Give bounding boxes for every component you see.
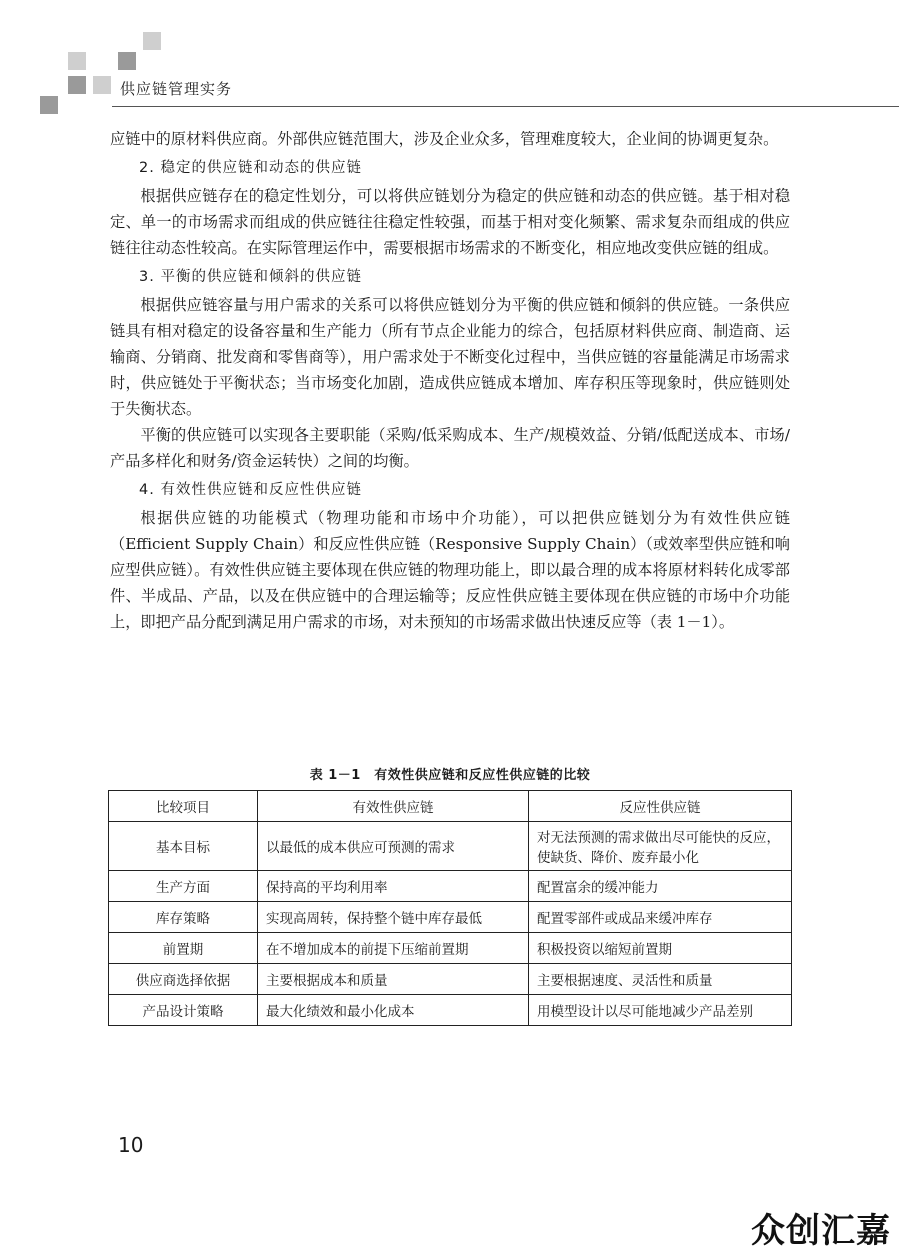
table-cell: 前置期 [109, 933, 258, 964]
table-cell: 供应商选择依据 [109, 964, 258, 995]
table-cell: 保持高的平均利用率 [258, 871, 529, 902]
section-heading: 4. 有效性供应链和反应性供应链 [139, 482, 362, 498]
table-cell: 主要根据成本和质量 [258, 964, 529, 995]
table-row [109, 871, 792, 902]
table-cell: 生产方面 [109, 871, 258, 902]
table-caption: 表 1－1 有效性供应链和反应性供应链的比较 [309, 768, 591, 783]
table-row [109, 822, 792, 871]
table-cell: 最大化绩效和最小化成本 [258, 995, 529, 1026]
page-number: 10 [118, 1133, 144, 1157]
table-cell: 产品设计策略 [109, 995, 258, 1026]
paragraph: 平衡的供应链可以实现各主要职能（采购/低采购成本、生产/规模效益、分销/低配送成本、市场/产品多样化和财务/资金运转快）之间的均衡。 [110, 426, 790, 470]
column-header: 比较项目 [109, 791, 258, 822]
table-cell: 基本目标 [109, 822, 258, 871]
paragraph: 应链中的原材料供应商。外部供应链范围大，涉及企业众多，管理难度较大，企业间的协调更复杂。 [110, 130, 779, 148]
section-heading: 3. 平衡的供应链和倾斜的供应链 [139, 269, 362, 285]
paragraph: 根据供应链容量与用户需求的关系可以将供应链划分为平衡的供应链和倾斜的供应链。一条供应链具有相对稳定的设备容量和生产能力（所有节点企业能力的综合，包括原材料供应商、制造商、运输商、分销商、批发商和零售商等），用户需求处于不断变化过程中，当供应链的容量能满足市场需求时，供应链处于平衡状态；当市场变化加剧，造成供应链成本增加、库存积压等现象时，供应链则处于失衡状态。 [110, 296, 790, 418]
column-header: 有效性供应链 [258, 791, 529, 822]
table-cell: 配置富余的缓冲能力 [529, 871, 792, 902]
table-cell: 对无法预测的需求做出尽可能快的反应，使缺货、降价、废弃最小化 [529, 822, 792, 871]
comparison-table [108, 790, 792, 1026]
table-row [109, 933, 792, 964]
paragraph: 根据供应链存在的稳定性划分，可以将供应链划分为稳定的供应链和动态的供应链。基于相对稳定、单一的市场需求而组成的供应链往往稳定性较强，而基于相对变化频繁、需求复杂而组成的供应链往往动态性较高。在实际管理运作中，需要根据市场需求的不断变化，相应地改变供应链的组成。 [110, 187, 790, 257]
running-header-title: 供应链管理实务 [120, 80, 233, 98]
table-cell: 以最低的成本供应可预测的需求 [258, 822, 529, 871]
header-decor-square [40, 96, 58, 114]
header-decor-square [68, 76, 86, 94]
header-rule [112, 106, 899, 107]
table-cell: 实现高周转，保持整个链中库存最低 [258, 902, 529, 933]
watermark: 众创汇嘉 [751, 1211, 891, 1251]
table-cell: 用模型设计以尽可能地减少产品差别 [529, 995, 792, 1026]
header-decor-square [143, 32, 161, 50]
column-header: 反应性供应链 [529, 791, 792, 822]
table-row [109, 964, 792, 995]
body-text [110, 126, 790, 635]
table-cell: 积极投资以缩短前置期 [529, 933, 792, 964]
table-row [109, 995, 792, 1026]
table-cell: 配置零部件或成品来缓冲库存 [529, 902, 792, 933]
table-header-row [109, 791, 792, 822]
header-decor-square [118, 52, 136, 70]
table-cell: 在不增加成本的前提下压缩前置期 [258, 933, 529, 964]
table-cell: 主要根据速度、灵活性和质量 [529, 964, 792, 995]
header-decor-square [93, 76, 111, 94]
header-decor-square [68, 52, 86, 70]
table-cell: 库存策略 [109, 902, 258, 933]
paragraph: 根据供应链的功能模式（物理功能和市场中介功能），可以把供应链划分为有效性供应链（Efficient Supply Chain）和反应性供应链（Responsive Supply Chain）（或效率型供应链和响应型供应链）。有效性供应链主要体现在供应链的物理功能上，即以最合理的成本将原材料转化成零部件、半成品、产品，以及在供应链中的合理运输等；反应性供应链主要体现在供应链的市场中介功能上，即把产品分配到满足用户需求的市场，对未预知的市场需求做出快速反应等（表 1－1）。 [110, 509, 790, 631]
table-row [109, 902, 792, 933]
section-heading: 2. 稳定的供应链和动态的供应链 [139, 160, 362, 176]
